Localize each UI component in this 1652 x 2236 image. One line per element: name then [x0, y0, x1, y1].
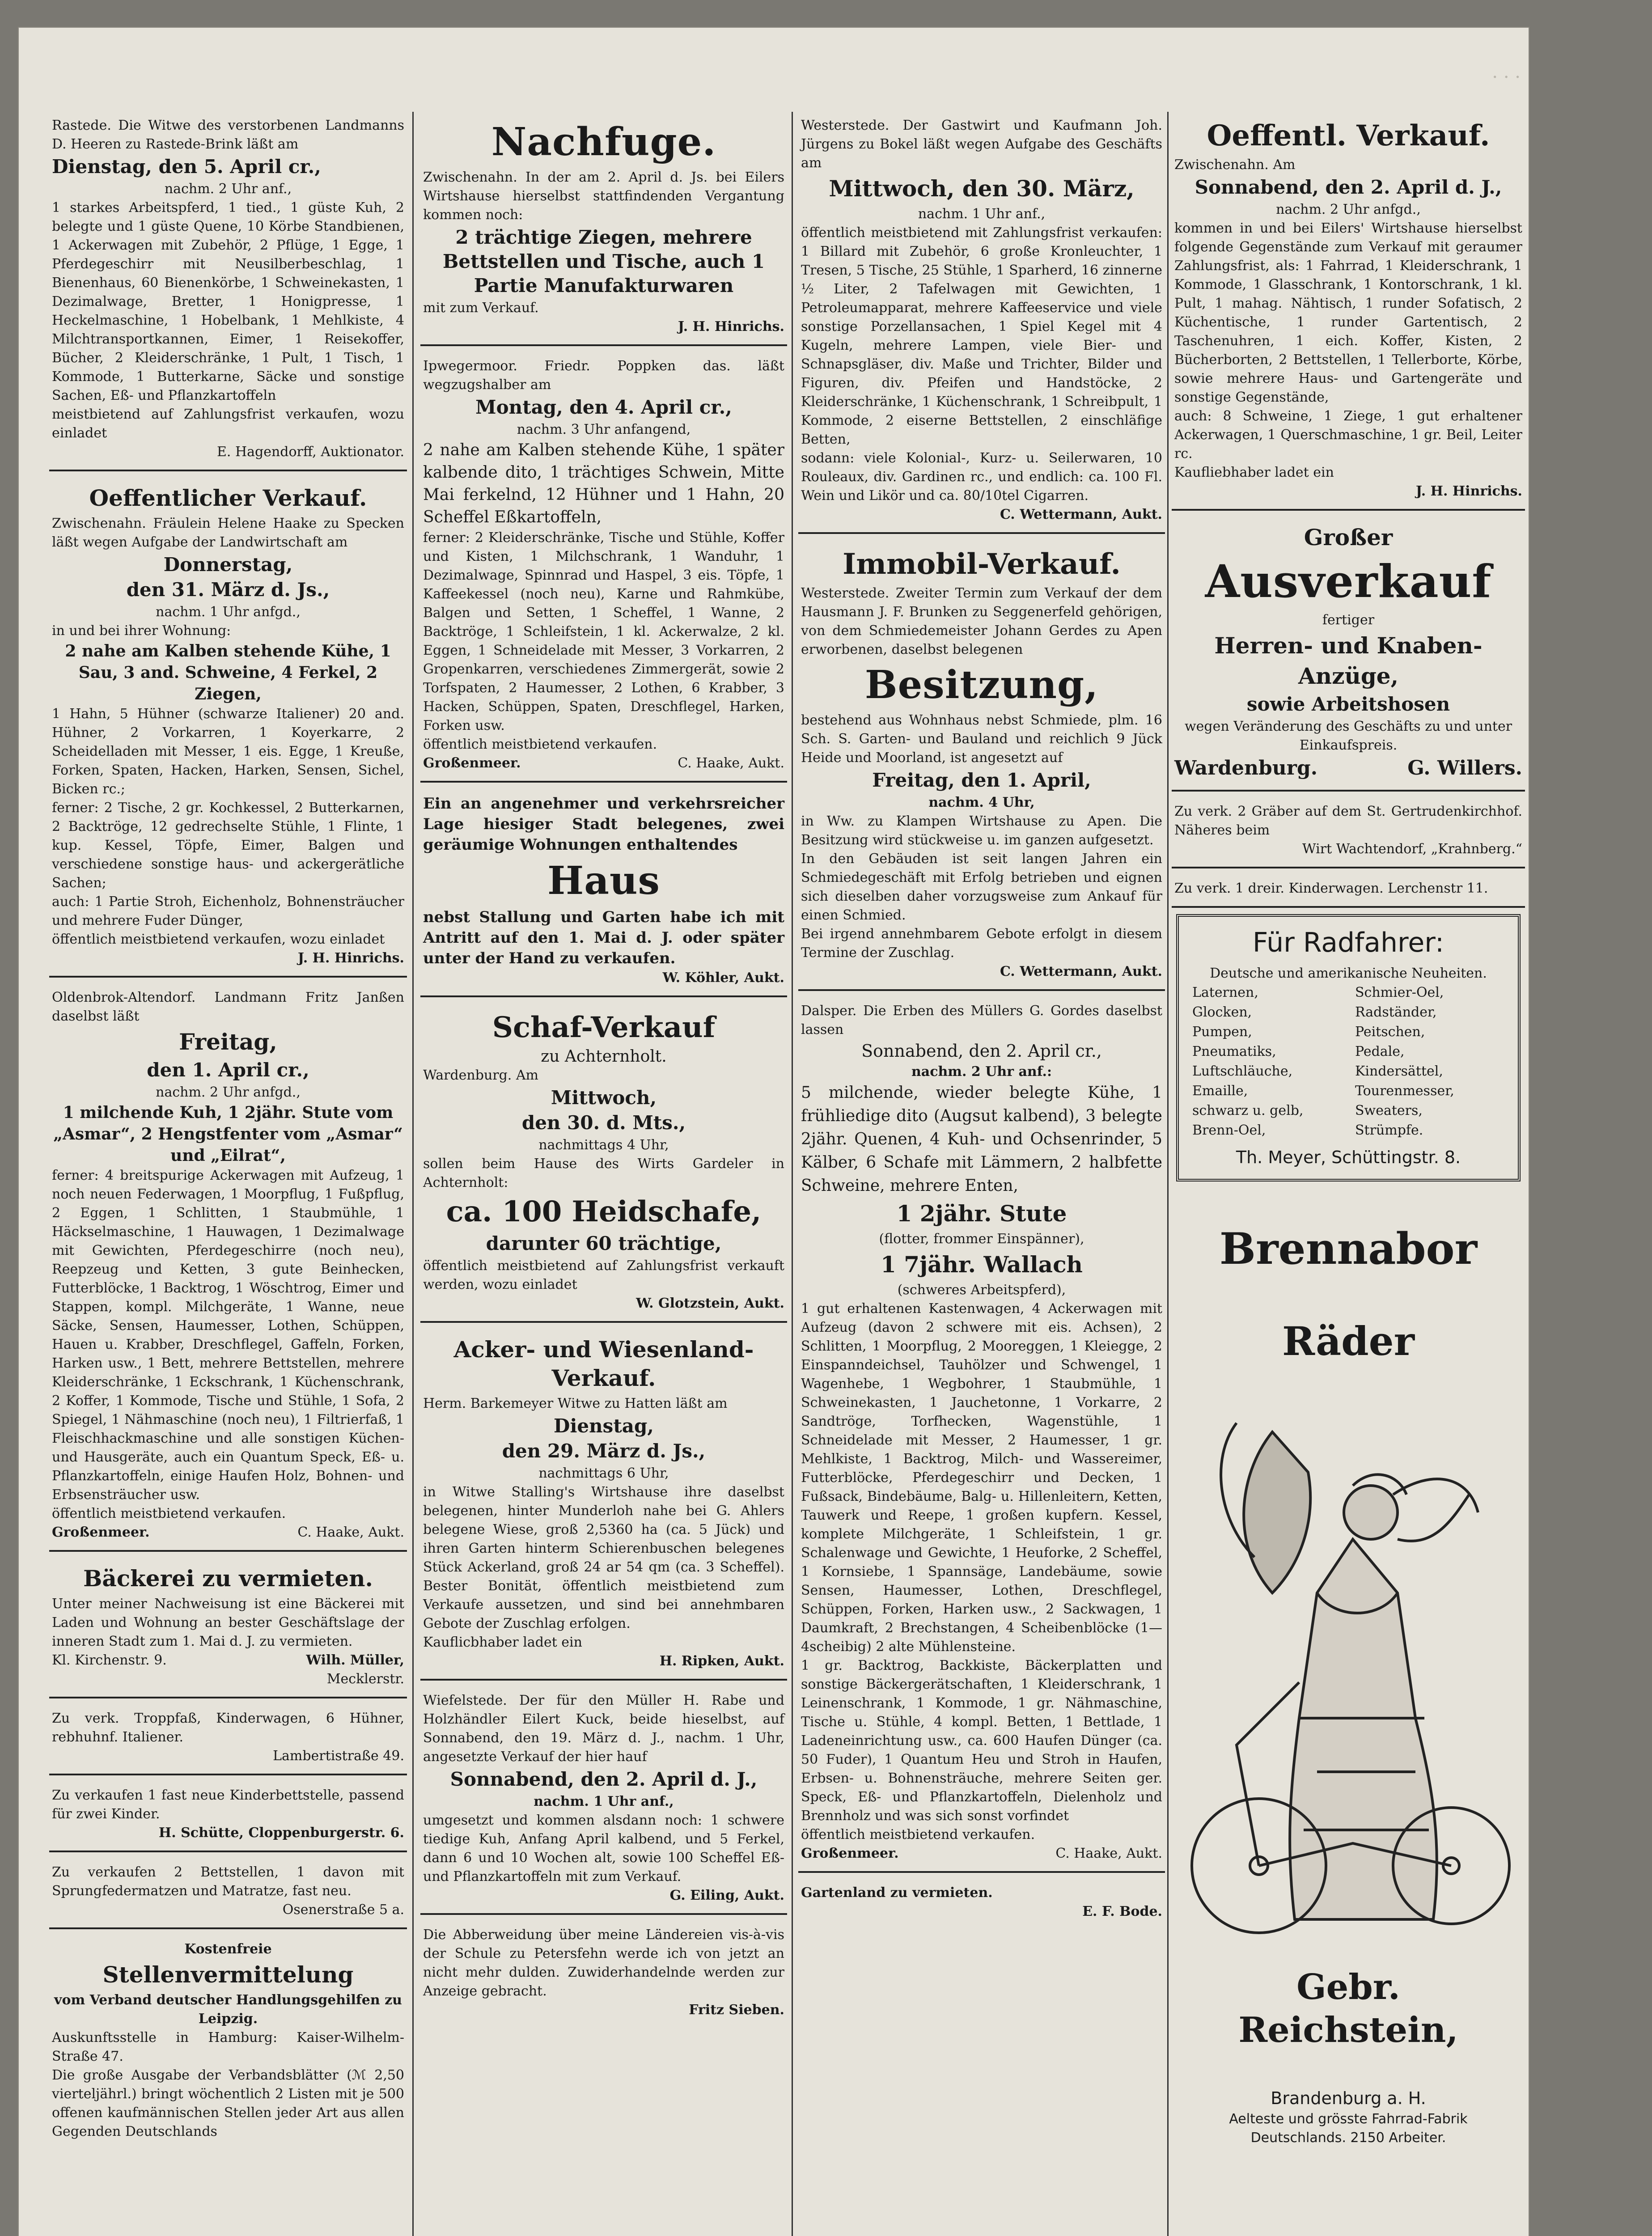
- ad-intro: Ipwegermoor. Friedr. Poppken das. läßt wegzugshalber am: [423, 358, 784, 393]
- list-item: Laternen,: [1192, 985, 1258, 1000]
- ad-title: Ausverkauf: [1205, 555, 1492, 608]
- ad-product-list-right: [1355, 983, 1504, 1140]
- ad-title: Oeffentlicher Verkauf.: [89, 485, 367, 511]
- ad-time: nachm. 2 Uhr anfgd.,: [1276, 202, 1421, 217]
- ad-subtitle: Deutsche und amerikanische Neuheiten.: [1210, 966, 1487, 981]
- ad-body: Zu verk. 2 Gräber auf dem St. Gertrudenkirchhof. Näheres beim: [1174, 804, 1522, 838]
- ad-body: in Witwe Stalling's Wirtshause ihre daselbst belegenen, hinter Munderloh nahe bei G. Ahlers belegene Wiese, groß 2,5360 ha (ca. 5 Jück) und ihren Garten hinterm Schierenbuschen belegenes Stück Ackerland, groß 24 ar 54 qm (ca. 3 Scheffel). Bester Bonität, öffentlich meistbietend zum Verkaufe aussetzen, und sind bei annehmbaren Gebote der Zuschlag erfolgen.: [423, 1484, 784, 1631]
- ad-immobil-sale: [798, 540, 1165, 991]
- ad-body: kommen in und bei Eilers' Wirtshause hierselbst folgende Gegenstände zum Verkauf mit geraumer Zahlungsfrist, als: 1 Fahrrad, 1 Kleiderschrank, 1 Kommode, 1 Glasschrank, 1 Kontorschrank, 1 kl. Pult, 1 mahag. Nähtisch, 1 runder Sofatisch, 2 Küchentische, 1 runder Gartentisch, 2 Taschenuhren, 1 eich. Koffer, Kisten, 2 Bücherborten, 2 Bettstellen, 1 Tellerborte, Körbe, sowie mehrere Haus- und Gartengeräte und sonstige Gegenstände,: [1174, 220, 1522, 405]
- ad-time: nachmittags 4 Uhr,: [538, 1137, 669, 1153]
- ad-items: 2 nahe am Kalben stehende Kühe, 1 Sau, 3 and. Schweine, 4 Ferkel, 2 Ziegen,: [65, 642, 391, 703]
- ad-close: öffentlich meistbietend verkaufen.: [52, 1506, 286, 1521]
- ad-signature: Th. Meyer, Schüttingstr. 8.: [1236, 1148, 1461, 1167]
- ad-garden-rent: [798, 1879, 1165, 1929]
- ad-place: Großenmeer.: [423, 755, 521, 771]
- ad-date: den 31. März d. Js.,: [126, 579, 330, 601]
- ad-address: Lambertistraße 49.: [273, 1748, 404, 1764]
- list-item: Kindersättel,: [1355, 1063, 1443, 1079]
- ad-body-4: In den Gebäuden ist seit langen Jahren ein Schmiedegeschäft mit Erfolg betrieben und eignen sich dieselben daher vorzugsweise zum Ankauf für einen Schmied.: [801, 851, 1162, 923]
- ad-signature: E. F. Bode.: [1082, 1904, 1162, 1919]
- ad-signature-row: [52, 1523, 404, 1542]
- ad-date: Mittwoch, den 30. März,: [829, 175, 1135, 202]
- list-item: schwarz u. gelb,: [1192, 1103, 1304, 1118]
- ad-rastede-auction: [49, 112, 407, 471]
- ad-signature: G. Willers.: [1407, 757, 1522, 779]
- bicycle-woman-illustration: [1183, 1405, 1514, 2192]
- ad-intro: Westerstede. Der Gastwirt und Kaufmann Joh. Jürgens zu Bokel läßt wegen Aufgabe des Geschäfts am: [801, 118, 1162, 171]
- ad-body: Auskunftsstelle in Hamburg: Kaiser-Wilhelm-Straße 47.: [52, 2030, 404, 2064]
- ad-job-placement: [49, 1935, 407, 2149]
- ad-body: wegen Veränderung des Geschäfts zu und unter Einkaufspreis.: [1184, 719, 1512, 753]
- ad-title: Immobil-Verkauf.: [843, 547, 1121, 581]
- ad-close: Kauflicbhaber ladet ein: [423, 1635, 582, 1650]
- ad-signature: J. H. Hinrichs.: [1415, 483, 1522, 499]
- ad-kicker: Kostenfreie: [184, 1941, 272, 1957]
- ad-body-2: Die große Ausgabe der Verbandsblätter (ℳ 2,50 vierteljährl.) bringt wöchentlich 2 Listen mit je 500 offenen kaufmännischen Stellen jeder Art aus allen Gegenden Deutschlands: [52, 2067, 404, 2139]
- ad-headline-note-2: (schweres Arbeitspferd),: [897, 1282, 1066, 1298]
- ad-signature-row: [52, 1651, 404, 1670]
- ad-body: Zu verk. Troppfaß, Kinderwagen, 6 Hühner, rebhuhnf. Italiener.: [52, 1711, 404, 1745]
- ad-body: Westerstede. Zweiter Termin zum Verkauf der dem Hausmann J. F. Brunken zu Seggenerfeld gehörigen, von dem Schmiedemeister Johann Gerdes zu Apen erworbenen, daselbst belegenen: [801, 585, 1162, 657]
- ad-body: Gartenland zu vermieten.: [801, 1885, 993, 1901]
- ad-body: ferner: 4 breitspurige Ackerwagen mit Aufzeug, 1 noch neuen Federwagen, 1 Moorpflug, 1 Fußpflug, 2 Eggen, 1 Schlitten, 1 Staubmühle, 1 Häckselmaschine, 1 Hauwagen, 1 Dezimalwage mit Gewichten, Pferdegeschirre (noch neu), Reepzeug und Ketten, 3 gute Beinhecken, Futterblöcke, 1 Backtrog, 1 Wöschtrog, Eimer und Stappen, kompl. Milchgeräte, 1 Wanne, neue Säcke, Sensen, Haumesser, Lothen, Schüppen, Hauen u. Krabber, Dreschflegel, Gaffeln, Forken, Harken usw., 1 Bett, mehrere Bettstellen, mehrere Kleiderschränke, 1 Eckschrank, 1 Küchenschrank, 2 Koffer, 1 Kommode, Tische und Stühle, 1 Sofa, 2 Spiegel, 1 Nähmaschine (noch neu), 1 Filtrierfaß, 1 Fleischhackmaschine und alle sonstigen Küchen- und Hausgeräte, auch ein Quantum Speck, Eß- u. Pflanzkartoffeln, einige Haufen Holz, Bohnen- und Erbsensträucher usw.: [52, 1168, 404, 1503]
- ad-date: Sonnabend, den 2. April d. J.,: [1195, 176, 1502, 198]
- ad-signature: Fritz Sieben.: [689, 2002, 784, 2018]
- column-rule: [792, 112, 793, 2236]
- ad-close: meistbietend auf Zahlungsfrist verkaufen, wozu einladet: [52, 407, 404, 441]
- ad-time: nachm. 4 Uhr,: [928, 795, 1035, 810]
- ad-notice-grazing: [420, 1921, 787, 2028]
- ad-body-2: sodann: viele Kolonial-, Kurz- u. Seilerwaren, 10 Rouleaux, div. Gardinen rc., und endlich: ca. 100 Fl. Wein und Likör und ca. 80/10tel Cigarren.: [801, 450, 1162, 504]
- ad-ipwegermoor-auction: [420, 352, 787, 783]
- ad-maker: Gebr. Reichstein,: [1238, 1967, 1458, 2050]
- ad-body: Zu verk. 1 dreir. Kinderwagen. Lerchenstr 11.: [1174, 881, 1488, 896]
- ad-signature-line2: Mecklerstr.: [326, 1671, 404, 1687]
- ad-body: 1 Hahn, 5 Hühner (schwarze Italiener) 20 and. Hühner, 2 Vorkarren, 1 Koyerkarre, 2 Scheidelladen mit Messer, 1 eis. Egge, 1 Kreuße, Forken, Spaten, Hacken, Harken, Sensen, Sichel, Bicken rc.;: [52, 706, 404, 797]
- ad-body-2: 1 gr. Backtrog, Backkiste, Bäckerplatten und sonstige Bäckergerätschaften, 1 Kleiderschrank, 1 Leinenschrank, 1 Kommode, 1 gr. Nähmaschine, Tische u. Stühle, 4 kompl. Betten, 1 Bettlade, 1 Ladeneinrichtung usw., ca. 600 Haufen Dünger (ca. 50 Fuder), 1 Quantum Heu und Stroh in Haufen, Erbsen- u. Bohnensträuche, mehrere Seiten ger. Speck, Eß- und Pflanzkartoffeln, Dielenholz und Brennholz und was sich sonst vorfindet: [801, 1658, 1162, 1824]
- ad-cyclists-box: [1176, 914, 1521, 1182]
- ad-line-1: fertiger: [1322, 612, 1375, 628]
- ad-signature: C. Haake, Aukt.: [1055, 1846, 1162, 1861]
- ad-signature: W. Köhler, Aukt.: [662, 970, 784, 986]
- ad-subtitle: vom Verband deutscher Handlungsgehilfen zu Leipzig.: [54, 1992, 402, 2027]
- ad-headline-2: 1 7jähr. Wallach: [881, 1251, 1083, 1278]
- ad-body: sollen beim Hause des Wirts Gardeler in Achternholt:: [423, 1156, 784, 1190]
- ad-body-2: bestehend aus Wohnhaus nebst Schmiede, plm. 16 Sch. S. Garten- und Bauland und reichlich 9 Jück Heide und Moorland, ist angesetzt auf: [801, 712, 1162, 766]
- ad-graves-sale: [1172, 798, 1525, 868]
- ad-close: mit zum Verkauf.: [423, 300, 539, 316]
- ad-items: 2 nahe am Kalben stehende Kühe, 1 später kalbende dito, 1 trächtiges Schwein, Mitte Mai ferkelnd, 12 Hühner und 1 Hahn, 20 Scheffel Eßkartoffeln,: [423, 441, 784, 526]
- page-margin-mark: · · ·: [1492, 67, 1521, 88]
- ad-close: öffentlich meistbietend verkaufen.: [423, 737, 657, 752]
- ad-signature: E. Hagendorff, Auktionator.: [216, 444, 404, 460]
- ad-body-5: Bei irgend annehmbarem Gebote erfolgt in diesem Termine der Zuschlag.: [801, 926, 1162, 961]
- ad-tagline-2: Deutschlands. 2150 Arbeiter.: [1250, 2130, 1446, 2146]
- ad-title: Haus: [547, 858, 660, 903]
- list-item: Sweaters,: [1355, 1103, 1423, 1118]
- ad-headline: 1 2jähr. Stute: [896, 1200, 1067, 1227]
- list-item: Pumpen,: [1192, 1024, 1252, 1040]
- ad-nachfuge: [420, 112, 787, 346]
- ad-time: nachm. 1 Uhr anf.,: [918, 206, 1046, 222]
- ad-body: Zu verkaufen 1 fast neue Kinderbettstelle, passend für zwei Kinder.: [52, 1787, 404, 1822]
- ad-headline-note: (flotter, frommer Einspänner),: [879, 1231, 1084, 1247]
- ad-title: Schaf-Verkauf: [492, 1011, 716, 1044]
- ad-place: in und bei ihrer Wohnung:: [52, 623, 231, 639]
- ad-place: Großenmeer.: [801, 1846, 899, 1861]
- ad-bokel-auction: [798, 112, 1165, 534]
- list-item: Peitschen,: [1355, 1024, 1425, 1040]
- ad-house-sale: [420, 789, 787, 997]
- ad-signature: G. Eiling, Aukt.: [669, 1888, 784, 1903]
- ad-body-3: in Ww. zu Klampen Wirtshause zu Apen. Die Besitzung wird stückweise u. im ganzen aufgesetzt.: [801, 813, 1162, 848]
- list-item: Emaille,: [1192, 1083, 1248, 1099]
- ad-headline: Besitzung,: [864, 662, 1099, 707]
- ad-intro: Rastede. Die Witwe des verstorbenen Landmanns D. Heeren zu Rastede-Brink läßt am: [52, 118, 404, 152]
- ad-bakery-rent: [49, 1558, 407, 1698]
- ad-signature: C. Wettermann, Aukt.: [1000, 507, 1162, 522]
- ad-close: öffentlich meistbietend auf Zahlungsfrist verkauft werden, wozu einladet: [423, 1258, 784, 1292]
- ad-signature-row: [423, 754, 784, 773]
- ad-date: Sonnabend, den 2. April d. J.,: [450, 1768, 758, 1790]
- ad-items: 1 milchende Kuh, 1 2jähr. Stute vom „Asmar“, 2 Hengstfenter vom „Asmar“ und „Eilrat“,: [53, 1103, 403, 1165]
- ad-place: Großenmeer.: [52, 1525, 150, 1540]
- ad-signature: H. Schütte, Cloppenburgerstr. 6.: [158, 1825, 404, 1841]
- ad-line-3: Anzüge,: [1298, 663, 1399, 689]
- ad-intro: Wardenburg. Am: [423, 1067, 538, 1083]
- ad-body: 1 starkes Arbeitspferd, 1 tied., 1 güste Kuh, 2 belegte und 1 güste Quene, 10 Körbe Standbienen, 1 Ackerwagen mit Zubehör, 2 Pflüge, 1 Egge, 1 Pferdegeschirr mit Neusilberbeschlag, 1 Bienenhaus, 60 Bienenkörbe, 1 Schweinekasten, 1 Dezimalwage, Bretter, 1 Honigpresse, 1 Heckelmaschine, 1 Hobelbank, 1 Mehlkiste, 4 Milchtransportkannen, Eimer, 1 Reisekoffer, Bücher, 2 Kleiderschränke, 1 Pult, 1 Tisch, 1 Kommode, 1 Butterkarne, Säcke und sonstige Sachen, Eß- und Pflanzkartoffeln: [52, 200, 404, 403]
- ad-wiefelstede-auction: [420, 1687, 787, 1915]
- column-rule: [1167, 112, 1169, 2236]
- ad-land-sale: [420, 1329, 787, 1681]
- ad-signature: J. H. Hinrichs.: [297, 950, 404, 966]
- ad-signature: Wilh. Müller,: [306, 1652, 404, 1668]
- ad-intro: Oldenbrok-Altendorf. Landmann Fritz Janßen daselbst läßt: [52, 990, 404, 1024]
- ad-signature: C. Haake, Aukt.: [297, 1525, 404, 1540]
- ad-auch: auch: 1 Partie Stroh, Eichenholz, Bohnensträucher und mehrere Fuder Dünger,: [52, 894, 404, 928]
- column-3: [798, 112, 1165, 1935]
- ad-intro: Zwischenahn. Am: [1174, 157, 1296, 173]
- ad-small-sale-1: [49, 1705, 407, 1775]
- ad-sheep-sale: [420, 1004, 787, 1323]
- ad-date: den 30. d. Mts.,: [521, 1112, 686, 1134]
- ad-line-4: sowie Arbeitshosen: [1246, 693, 1450, 715]
- ad-body: Die Abberweidung über meine Ländereien vis-à-vis der Schule zu Petersfehn werde ich von jetzt an nicht mehr dulden. Zuwiderhandelnde werden zur Anzeige gebracht.: [423, 1927, 784, 1999]
- ad-intro: Herm. Barkemeyer Witwe zu Hatten läßt am: [423, 1396, 728, 1411]
- column-4: [1172, 112, 1525, 2192]
- ad-body: Zwischenahn. In der am 2. April d. Js. bei Eilers Wirtshause hierselbst stattfindenden Vergantung kommen noch:: [423, 169, 784, 223]
- ad-items: 5 milchende, wieder belegte Kühe, 1 frühliedige dito (Augsut kalbend), 3 belegte 2jähr. Quenen, 4 Kuh- und Ochsenrinder, 5 Kälber, 6 Schafe mit Lämmern, 2 halbfette Schweine, mehrere Enten,: [801, 1084, 1162, 1195]
- ad-title: Für Radfahrer:: [1252, 927, 1444, 958]
- ad-time: nachm. 3 Uhr anfangend,: [517, 422, 691, 437]
- ad-body: Unter meiner Nachweisung ist eine Bäckerei mit Laden und Wohnung an bester Geschäftslage der inneren Stadt zum 1. Mai d. J. zu vermieten.: [52, 1596, 404, 1649]
- list-item: Strümpfe.: [1355, 1122, 1423, 1138]
- ad-city: Brandenburg a. H.: [1271, 2088, 1426, 2108]
- ad-subtitle: zu Achternholt.: [541, 1047, 667, 1066]
- ad-title: Acker- und Wiesenland-Verkauf.: [453, 1336, 754, 1391]
- ad-day: Dienstag,: [554, 1415, 654, 1437]
- ad-product-list-left: [1192, 983, 1342, 1140]
- ad-body: Wiefelstede. Der für den Müller H. Rabe und Holzhändler Eilert Kuck, beide hieselbst, auf Sonnabend, den 19. März d. J., nachm. 1 Uhr, angesetzte Verkauf der hier hauf: [423, 1693, 784, 1765]
- ad-time: nachm. 2 Uhr anfgd.,: [156, 1084, 301, 1100]
- ad-dalsper-auction: [798, 997, 1165, 1873]
- ad-day: Donnerstag,: [163, 554, 293, 576]
- ad-small-sale-2: [49, 1782, 407, 1852]
- ad-date: Sonnabend, den 2. April cr.,: [861, 1041, 1102, 1061]
- ad-body: Ein an angenehmer und verkehrsreicher Lage hiesiger Stadt belegenes, zwei geräumige Wohnungen enthaltendes: [423, 795, 784, 854]
- ad-signature-row: [801, 1844, 1162, 1863]
- ad-day: Mittwoch,: [551, 1087, 657, 1109]
- ad-date: den 1. April cr.,: [147, 1059, 309, 1081]
- column-rule: [412, 112, 414, 2236]
- ad-brand-subtitle: Räder: [1282, 1318, 1415, 1364]
- ad-time: nachm. 2 Uhr anf.:: [911, 1064, 1052, 1080]
- list-item: Pneumatiks,: [1192, 1044, 1276, 1059]
- ad-time: nachmittags 6 Uhr,: [538, 1465, 669, 1481]
- ad-intro: Zwischenahn. Fräulein Helene Haake zu Specken läßt wegen Aufgabe der Landwirtschaft am: [52, 516, 404, 550]
- ad-line-2: Herren- und Knaben-: [1214, 632, 1483, 659]
- ad-signature: H. Ripken, Aukt.: [659, 1653, 784, 1669]
- ad-clearance-sale: [1172, 517, 1525, 792]
- ad-small-sale-3: [49, 1859, 407, 1929]
- ad-address: Osenerstraße 5 a.: [282, 1902, 404, 1918]
- column-1: [49, 112, 407, 2156]
- bicycle-woman-icon: [1183, 1405, 1514, 1951]
- ad-close: öffentlich meistbietend verkaufen, wozu einladet: [52, 932, 385, 947]
- ad-close: öffentlich meistbietend verkaufen.: [801, 1827, 1035, 1842]
- ad-signature-row: [1174, 755, 1522, 782]
- list-item: Radständer,: [1355, 1004, 1437, 1020]
- ad-date: Dienstag, den 5. April cr.,: [52, 156, 321, 178]
- ad-date: Montag, den 4. April cr.,: [475, 396, 732, 418]
- ad-title: Nachfuge.: [491, 119, 716, 165]
- list-item: Glocken,: [1192, 1004, 1252, 1020]
- ad-body: öffentlich meistbietend mit Zahlungsfrist verkaufen: 1 Billard mit Zubehör, 6 große Kronleuchter, 1 Tresen, 5 Tische, 25 Stühle, 1 Sparherd, 16 zinnerne ½ Liter, 2 Tafelwagen mit Gewichten, 1 Petroleumapparat, mehrere Kaffeeservice und viele sonstige Porzellansachen, 1 Spiel Kegel mit 4 Kugeln, mehrere Lampen, viele Bier- und Schnapsgläser, div. Maße und Trichter, Bilder und Figuren, div. Pfeifen und Handstöcke, 2 Kleiderschränke, 1 Küchenschrank, 1 Schreibpult, 1 Kommode, 2 eiserne Bettstellen, 2 einschläfige Betten,: [801, 225, 1162, 447]
- ad-title: Oeffentl. Verkauf.: [1207, 119, 1490, 152]
- ad-signature: C. Haake, Aukt.: [678, 755, 784, 771]
- ad-signature: J. H. Hinrichs.: [678, 319, 784, 335]
- ad-oldenbrok-auction: [49, 984, 407, 1552]
- ad-brand-title: Brennabor: [1219, 1224, 1478, 1274]
- ad-headline: ca. 100 Heidschafe,: [446, 1195, 762, 1228]
- list-item: Schmier-Oel,: [1355, 985, 1444, 1000]
- ad-title: Bäckerei zu vermieten.: [83, 1565, 373, 1592]
- ad-headline-2: darunter 60 trächtige,: [486, 1232, 722, 1254]
- ad-pram-sale: [1172, 875, 1525, 908]
- list-item: Pedale,: [1355, 1044, 1405, 1059]
- ad-title: Stellenvermittelung: [102, 1961, 354, 1988]
- ad-close: Kaufliebhaber ladet ein: [1174, 465, 1334, 480]
- ad-signature: C. Wettermann, Aukt.: [1000, 964, 1162, 979]
- ad-zwischenahn-auction: [1172, 112, 1525, 511]
- ad-place: Wardenburg.: [1174, 757, 1318, 779]
- ad-time: nachm. 2 Uhr anf.,: [164, 181, 292, 197]
- ad-body: ferner: 2 Kleiderschränke, Tische und Stühle, Koffer und Kisten, 1 Milchschrank, 1 Wanduhr, 1 Dezimalwage, Spinnrad und Haspel, 3 eis. Töpfe, 1 Kaffeekessel (noch neu), Karne und Rahmkübe, Balgen und Setten, 1 Scheffel, 1 Wanne, 2 Backtröge, 1 Schleifstein, 1 kl. Ackerwalze, 2 kl. Eggen, 1 Schneidelade mit Messer, 3 Vorkarren, 2 Gropenkarren, verschiedenes Zimmergerät, sowie 2 Torfspaten, 2 Haumesser, 2 Lothen, 6 Krabber, 3 Hacken, Schüppen, Spaten, Dreschflegel, Harken, Forken usw.: [423, 530, 784, 733]
- ad-product-list: [1192, 983, 1504, 1140]
- ad-items: 2 trächtige Ziegen, mehrere Bettstellen und Tische, auch 1 Partie Manufakturwaren: [442, 226, 765, 296]
- column-2: [420, 112, 787, 2034]
- ad-ferner: ferner: 2 Tische, 2 gr. Kochkessel, 2 Butterkarnen, 2 Backtröge, 12 gedrechselte Stühle, 1 Flinte, 1 kup. Kessel, Töpfe, Eimer, Balgen und verschiedene sonstige haus- und ackergerätliche Sachen;: [52, 800, 404, 891]
- ad-address: Kl. Kirchenstr. 9.: [52, 1652, 167, 1668]
- list-item: Luftschläuche,: [1192, 1063, 1293, 1079]
- ad-kicker: Großer: [1304, 524, 1393, 551]
- ad-time: nachm. 1 Uhr anf.,: [534, 1794, 674, 1809]
- newspaper-page: [18, 27, 1529, 2236]
- ad-body: Zu verkaufen 2 Bettstellen, 1 davon mit Sprungfedermatzen und Matratze, fast neu.: [52, 1864, 404, 1899]
- ad-body-2: nebst Stallung und Garten habe ich mit Antritt auf den 1. Mai d. J. oder später unter der Hand zu verkaufen.: [423, 908, 784, 967]
- ad-body: 1 gut erhaltenen Kastenwagen, 4 Ackerwagen mit Aufzeug (davon 2 schwere mit eis. Achsen), 2 Schlitten, 1 Moorpflug, 2 Mooreggen, 1 Kleiegge, 2 Einspanndeichsel, Tauhölzer und Schwengel, 1 Wagenhebe, 1 Wegbohrer, 1 Staubmühle, 1 Schweinekasten, 1 Jauchetonne, 1 Vorkarre, 2 Sandtröge, Torfhecken, Wagenstühle, 1 Schneidelade mit Messer, 2 Haumesser, 1 gr. Mehlkiste, 1 Backtrog, Milch- und Wassereimer, Futterblöcke, Pferdegeschirr und Decken, 1 Fußsack, Bindebäume, Balg- u. Hillenleitern, Ketten, Tauwerk und Reepe, 1 großen kupfern. Kessel, komplete Milchgeräte, 1 Schleifstein, 1 gr. Schalenwage und Gewichte, 1 Heuforke, 2 Scheffel, 1 Kornsiebe, 1 Spannsäge, Landebäume, sowie Sensen, Haumesser, Lothen, Dreschflegel, Schüppen, Forken, Harken usw., 2 Sackwagen, 1 Daumkraft, 2 Brechstangen, 4 Scheibenblöcke (1—4scheibig) 2 alte Mühlensteine.: [801, 1301, 1162, 1655]
- ad-body-2: umgesetzt und kommen alsdann noch: 1 schwere tiedige Kuh, Anfang April kalbend, und 5 Ferkel, dann 6 und 10 Wochen alt, sowie 100 Scheffel Eß- und Pflanzkartoffeln mit zum Verkauf.: [423, 1813, 784, 1885]
- ad-day: Freitag,: [179, 1029, 277, 1055]
- list-item: Brenn-Oel,: [1192, 1122, 1266, 1138]
- ad-specken-auction: [49, 478, 407, 978]
- ad-signature: Wirt Wachtendorf, „Krahnberg.“: [1302, 841, 1522, 857]
- list-item: Tourenmesser,: [1355, 1083, 1454, 1099]
- ad-brennabor: [1172, 1224, 1525, 2192]
- ad-date: den 29. März d. Js.,: [502, 1440, 706, 1462]
- ad-tagline-1: Aelteste und grösste Fahrrad-Fabrik: [1229, 2111, 1468, 2127]
- ad-date: Freitag, den 1. April,: [872, 769, 1091, 791]
- ad-signature: W. Glotzstein, Aukt.: [636, 1296, 784, 1311]
- ad-time: nachm. 1 Uhr anfgd.,: [156, 604, 301, 620]
- ad-intro: Dalsper. Die Erben des Müllers G. Gordes daselbst lassen: [801, 1003, 1162, 1038]
- ad-auch: auch: 8 Schweine, 1 Ziege, 1 gut erhaltener Ackerwagen, 1 Querschmaschine, 1 gr. Beil, Leiter rc.: [1174, 408, 1522, 462]
